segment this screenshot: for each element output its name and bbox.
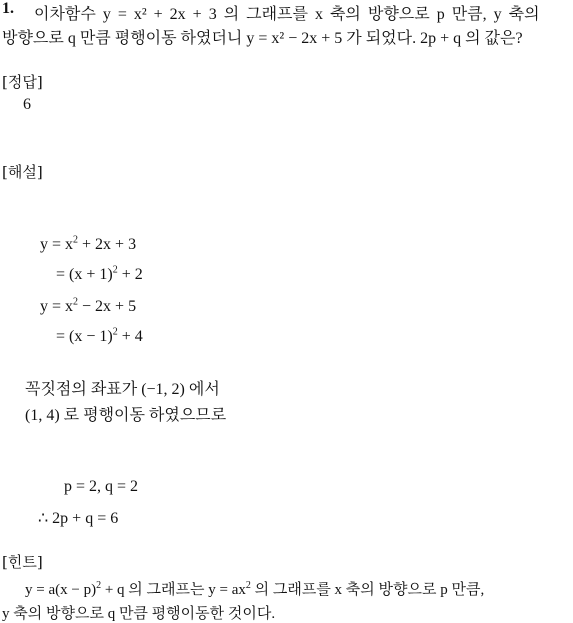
hint-text-line2: y 축의 방향으로 q 만큼 평행이동한 것이다.: [2, 606, 276, 622]
solution-result-2: ∴ 2p + q = 6: [38, 510, 119, 527]
solution-equation-3: $y = x^2 - 2x + 5$: [40, 296, 137, 315]
answer-value: 6: [23, 96, 31, 113]
problem-text-line2: 방향으로 q 만큼 평행이동 하였더니 y = x² − 2x + 5 가 되었다. 2p + q 의 값은?: [2, 30, 523, 47]
solution-text-2: (1, 4) 로 평행이동 하였으므로: [25, 407, 227, 424]
hint-heading: [힌트]: [2, 553, 43, 571]
solution-result-1: p = 2, q = 2: [64, 478, 139, 495]
solution-text-1: 꼭짓점의 좌표가 (−1, 2) 에서: [25, 381, 220, 398]
answer-heading: [정답]: [2, 73, 43, 91]
problem-text-line1: 이차함수 y = x² + 2x + 3 의 그래프를 x 축의 방향으로 p 만큼, y 축의: [34, 6, 540, 23]
problem-number: 1.: [2, 0, 14, 17]
solution-equation-2: = $(x + 1)^2 + 2$: [56, 264, 143, 283]
solution-heading: [해설]: [2, 163, 43, 181]
solution-equation-4: = $(x - 1)^2 + 4$: [56, 326, 143, 345]
hint-text-line1: $y = a(x - p)^2 + q$ 의 그래프는 $y = ax^2$ 의 그래프를 x 축의 방향으로 p 만큼,: [25, 580, 485, 598]
solution-equation-1: $y = x^2 + 2x + 3$: [40, 234, 137, 253]
